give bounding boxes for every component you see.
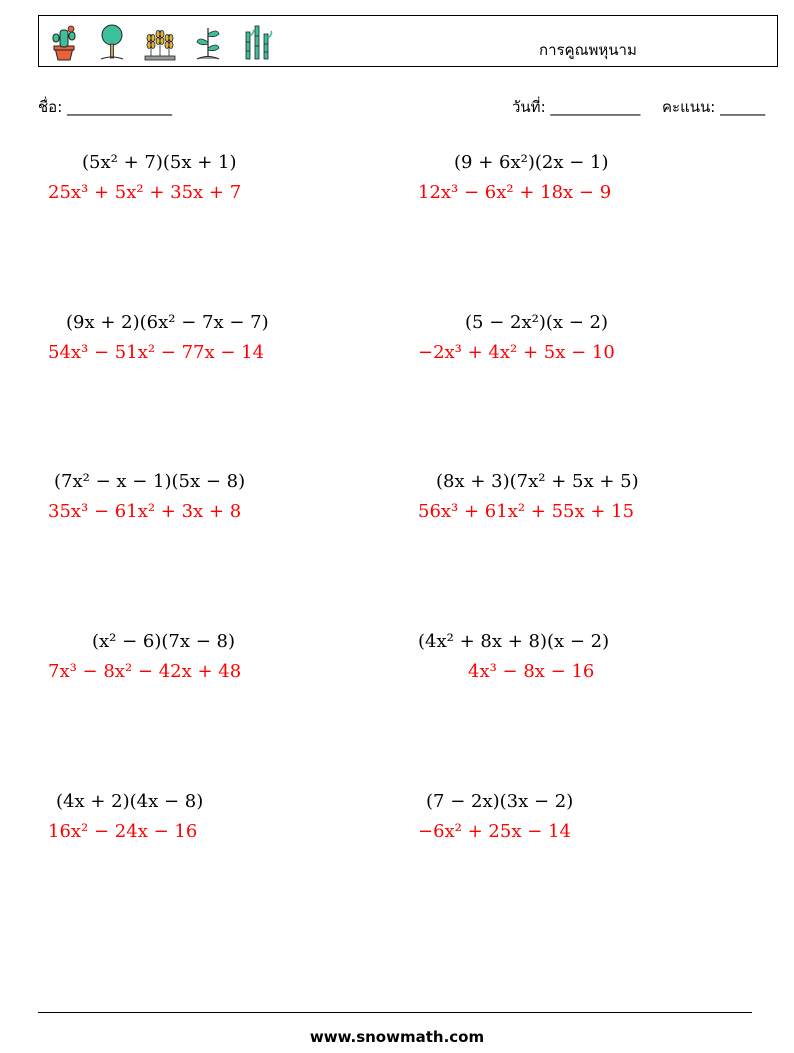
date-field[interactable]: วันที่: ____________	[512, 98, 641, 116]
answer-6: 56x³ + 61x² + 55x + 15	[418, 501, 635, 522]
problem-3: (9x + 2)(6x² − 7x − 7)	[66, 312, 269, 333]
problem-8: (4x² + 8x + 8)(x − 2)	[418, 631, 610, 652]
problem-9: (4x + 2)(4x − 8)	[56, 791, 204, 812]
answer-4: −2x³ + 4x² + 5x − 10	[418, 342, 615, 363]
answer-10: −6x² + 25x − 14	[418, 821, 571, 842]
problem-5: (7x² − x − 1)(5x − 8)	[54, 471, 246, 492]
wheat-icon	[141, 22, 179, 62]
answer-7: 7x³ − 8x² − 42x + 48	[48, 661, 242, 682]
score-field[interactable]: คะแนน: ______	[662, 98, 766, 116]
answer-9: 16x² − 24x − 16	[48, 821, 198, 842]
cactus-pot-icon	[45, 22, 83, 62]
answer-8: 4x³ − 8x − 16	[468, 661, 595, 682]
name-field[interactable]: ชื่อ: ______________	[38, 98, 173, 116]
answer-2: 12x³ − 6x² + 18x − 9	[418, 182, 612, 203]
bamboo-icon	[237, 22, 275, 62]
problem-10: (7 − 2x)(3x − 2)	[426, 791, 574, 812]
problem-6: (8x + 3)(7x² + 5x + 5)	[436, 471, 639, 492]
problem-1: (5x² + 7)(5x + 1)	[82, 152, 237, 173]
plant-icons	[45, 22, 275, 64]
problem-4: (5 − 2x²)(x − 2)	[465, 312, 609, 333]
answer-5: 35x³ − 61x² + 3x + 8	[48, 501, 242, 522]
answer-3: 54x³ − 51x² − 77x − 14	[48, 342, 265, 363]
sprout-icon	[189, 22, 227, 62]
worksheet-header	[38, 15, 778, 67]
problem-2: (9 + 6x²)(2x − 1)	[454, 152, 609, 173]
problem-7: (x² − 6)(7x − 8)	[92, 631, 236, 652]
page-title: การคูณพหุนาม	[539, 41, 637, 59]
footer-divider	[38, 1012, 752, 1013]
tree-icon	[93, 22, 131, 62]
footer-url[interactable]: www.snowmath.com	[309, 1028, 485, 1046]
answer-1: 25x³ + 5x² + 35x + 7	[48, 182, 242, 203]
